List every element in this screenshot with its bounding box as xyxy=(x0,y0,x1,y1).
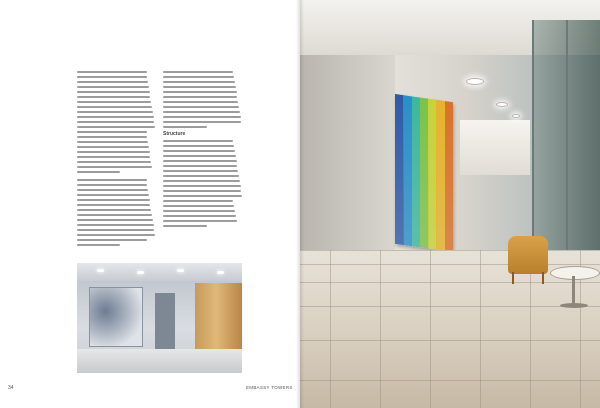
section-heading: Structure xyxy=(163,131,186,137)
text-line xyxy=(77,234,155,236)
corridor-end xyxy=(460,120,530,175)
text-line xyxy=(77,91,150,93)
mural-stripe xyxy=(445,101,453,252)
text-line xyxy=(77,106,152,108)
chair-leg xyxy=(542,272,544,284)
text-line xyxy=(163,225,207,227)
text-line xyxy=(77,96,150,98)
text-line xyxy=(77,136,147,138)
text-line xyxy=(77,131,147,133)
text-line xyxy=(163,121,241,123)
text-line xyxy=(77,86,149,88)
text-line xyxy=(163,101,238,103)
text-line xyxy=(163,180,240,182)
armchair xyxy=(508,236,548,274)
text-line xyxy=(163,200,233,202)
ceiling-light xyxy=(177,269,184,272)
lobby-photo xyxy=(77,263,242,373)
chair-leg xyxy=(512,272,514,284)
paragraph-block xyxy=(77,71,156,173)
tile-joint xyxy=(300,306,600,307)
text-line xyxy=(77,179,147,181)
wall-artwork xyxy=(89,287,143,347)
tile-joint xyxy=(480,250,481,408)
text-line xyxy=(77,204,150,206)
text-line xyxy=(77,116,154,118)
text-line xyxy=(77,239,147,241)
photo-floor xyxy=(77,349,242,373)
text-line xyxy=(77,126,155,128)
text-line xyxy=(163,86,236,88)
text-line xyxy=(77,224,154,226)
text-line xyxy=(163,111,240,113)
text-line xyxy=(77,209,151,211)
text-line xyxy=(163,106,239,108)
text-line xyxy=(163,190,241,192)
text-column-left xyxy=(77,71,156,249)
paragraph-block xyxy=(163,71,243,128)
text-line xyxy=(77,151,150,153)
ceiling-light xyxy=(217,271,224,274)
text-line xyxy=(77,146,149,148)
tile-joint xyxy=(430,250,431,408)
text-line xyxy=(77,101,151,103)
elevator-door xyxy=(155,293,175,349)
downlight xyxy=(496,102,508,107)
page-number: 34 xyxy=(8,385,14,391)
text-line xyxy=(77,76,147,78)
text-line xyxy=(77,161,151,163)
text-line xyxy=(163,150,235,152)
timber-panel xyxy=(195,283,242,353)
tile-joint xyxy=(380,250,381,408)
text-line xyxy=(163,140,233,142)
text-line xyxy=(77,229,154,231)
text-line xyxy=(163,76,234,78)
text-line xyxy=(163,91,237,93)
tile-joint xyxy=(300,264,600,265)
colour-stripe-artwork xyxy=(395,94,453,252)
paragraph-block xyxy=(163,140,243,227)
tile-joint xyxy=(300,250,600,251)
text-line xyxy=(77,111,153,113)
page-gutter xyxy=(296,0,304,408)
downlight xyxy=(512,114,520,118)
text-line xyxy=(77,199,150,201)
text-line xyxy=(77,156,150,158)
text-line xyxy=(163,210,235,212)
table-base xyxy=(560,303,588,308)
text-line xyxy=(163,165,237,167)
text-line xyxy=(77,194,149,196)
text-line xyxy=(163,116,241,118)
tile-joint xyxy=(300,340,600,341)
text-line xyxy=(77,71,147,73)
text-line xyxy=(163,195,242,197)
text-line xyxy=(163,220,237,222)
text-line xyxy=(163,175,239,177)
table-leg xyxy=(572,276,575,306)
ceiling-light xyxy=(97,269,104,272)
tile-joint xyxy=(300,282,600,283)
text-line xyxy=(77,214,152,216)
paragraph-block xyxy=(77,179,156,246)
side-table xyxy=(550,266,600,280)
text-line xyxy=(77,166,152,168)
text-line xyxy=(163,205,234,207)
text-column-right xyxy=(163,71,243,230)
text-line xyxy=(77,81,148,83)
text-line xyxy=(77,141,148,143)
corridor-photo xyxy=(300,0,600,408)
text-line xyxy=(163,170,238,172)
downlight xyxy=(466,78,484,85)
text-line xyxy=(163,215,236,217)
text-line xyxy=(77,171,120,173)
text-line xyxy=(163,96,237,98)
text-line xyxy=(77,184,147,186)
text-line xyxy=(77,121,154,123)
text-line xyxy=(163,145,234,147)
text-line xyxy=(163,185,241,187)
tile-joint xyxy=(330,250,331,408)
tile-joint xyxy=(300,380,600,381)
text-line xyxy=(163,71,233,73)
footer-title: EMBASSY TOWERS xyxy=(246,385,293,390)
text-line xyxy=(77,244,120,246)
text-line xyxy=(77,189,148,191)
ceiling-light xyxy=(137,271,144,274)
text-line xyxy=(77,219,153,221)
text-line xyxy=(163,155,236,157)
text-line xyxy=(163,81,235,83)
text-line xyxy=(163,160,237,162)
text-line xyxy=(163,126,207,128)
